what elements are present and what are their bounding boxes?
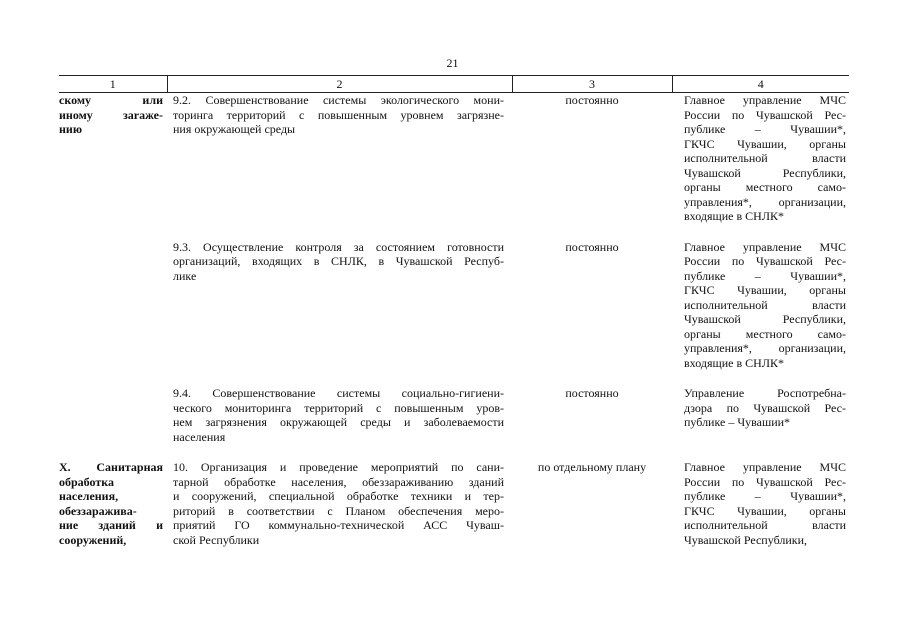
term-cell: постоянно [565, 386, 619, 400]
measure-line: приятий ГО коммунально-технической АСС Чуваш- [173, 518, 504, 532]
responsible-cell [672, 93, 849, 224]
column-header-2: 2 [167, 76, 512, 93]
table-row [59, 93, 849, 224]
page-number: 21 [446, 56, 459, 70]
measure-line: 10. Организация и проведение мероприятий по сани- [173, 460, 504, 474]
responsible-cell [672, 240, 849, 371]
responsible-line: Управление Роспотребна- [684, 386, 846, 400]
spacer-cell [512, 224, 672, 240]
responsible-line: публике – Чувашии* [684, 415, 791, 429]
responsible-line: Чувашской Республики, [684, 312, 846, 326]
measure-line: организаций, входящих в СНЛК, в Чувашской Респуб- [173, 254, 504, 268]
measure-line: 9.3. Осуществление контроля за состоянием готовности [173, 239, 504, 254]
responsible-line: Главное управление МЧС [684, 460, 846, 474]
responsible-line: исполнительной власти [684, 151, 846, 165]
spacer-cell [512, 444, 672, 460]
spacer-cell [59, 370, 167, 386]
measure-cell [167, 386, 512, 444]
spacer-cell [167, 224, 512, 240]
responsible-line: управления*, организации, [684, 341, 846, 355]
section-line: сооружений, [59, 532, 127, 547]
measure-line: 9.2. Совершенствование системы экологического мони- [173, 93, 504, 107]
responsible-line: входящие в СНЛК* [684, 355, 784, 370]
responsible-cell [672, 460, 849, 547]
section-line: скому или [59, 93, 163, 107]
section-cell [59, 386, 167, 444]
term-cell: по отдельному плану [537, 460, 647, 474]
responsible-line: входящие в СНЛК* [684, 209, 784, 223]
spacer-cell [672, 444, 849, 460]
section-cell [59, 460, 167, 547]
section-line: нию [59, 122, 82, 136]
section-cell [59, 93, 167, 224]
section-line: обработка [59, 474, 114, 489]
column-header-4: 4 [672, 76, 849, 93]
measure-line: риторий в соответствии с Планом обеспечения меро- [173, 503, 504, 518]
measure-line: нем загрязнения окружающей среды и заболеваемости [173, 415, 504, 429]
term-cell: постоянно [565, 93, 619, 107]
responsible-line: Главное управление МЧС [684, 239, 846, 254]
measure-line: ческого мониторинга территорий с повышенным уров- [173, 400, 504, 415]
measure-line: и сооружений, специальной обработке техники и тер- [173, 489, 504, 503]
section-line: ние зданий и [59, 518, 163, 532]
spacer-cell [59, 224, 167, 240]
responsible-line: России по Чувашской Рес- [684, 474, 846, 489]
row-spacer [59, 444, 849, 460]
table-row [59, 460, 849, 547]
responsible-line: Чувашской Республики, [684, 532, 808, 547]
section-line: населения, [59, 489, 119, 503]
column-header-3: 3 [512, 76, 672, 93]
spacer-cell [512, 370, 672, 386]
responsible-line: Главное управление МЧС [684, 93, 846, 107]
measure-line: населения [173, 429, 226, 444]
responsible-line: исполнительной власти [684, 297, 846, 312]
measure-cell [167, 460, 512, 547]
responsible-line: публике – Чувашии*, [684, 122, 846, 136]
measure-line: лике [173, 268, 197, 283]
table-body [59, 93, 849, 548]
responsible-line: управления*, организации, [684, 194, 846, 209]
table-row [59, 240, 849, 371]
term-cell: постоянно [565, 239, 619, 254]
measures-table [59, 75, 849, 547]
row-spacer [59, 370, 849, 386]
measure-line: ской Республики [173, 532, 260, 547]
responsible-cell [672, 386, 849, 444]
responsible-line: ГКЧС Чувашии, органы [684, 503, 846, 518]
measure-line: ния окружающей среды [173, 122, 296, 136]
section-cell [59, 240, 167, 371]
section-line: иному заraже- [59, 107, 163, 122]
section-line: X. Санитарная [59, 460, 163, 474]
measure-line: тарной обработке населения, обеззараживанию зданий [173, 474, 504, 489]
section-line: обеззаражива- [59, 503, 137, 518]
row-spacer [59, 224, 849, 240]
spacer-cell [167, 370, 512, 386]
spacer-cell [167, 444, 512, 460]
responsible-line: ГКЧС Чувашии, органы [684, 283, 846, 297]
column-number-row [59, 76, 849, 93]
column-header-1: 1 [59, 76, 167, 93]
responsible-line: Чувашской Республики, [684, 165, 846, 180]
responsible-line: публике – Чувашии*, [684, 268, 846, 283]
responsible-line: России по Чувашской Рес- [684, 254, 846, 268]
responsible-line: России по Чувашской Рес- [684, 107, 846, 122]
responsible-line: органы местного само- [684, 180, 846, 194]
spacer-cell [59, 444, 167, 460]
spacer-cell [672, 370, 849, 386]
measure-line: 9.4. Совершенствование системы социально-гигиени- [173, 386, 504, 400]
measure-cell [167, 240, 512, 371]
measure-line: торинга территорий с повышенным уровнем загрязне- [173, 107, 504, 122]
responsible-line: органы местного само- [684, 326, 846, 341]
table-row [59, 386, 849, 444]
spacer-cell [672, 224, 849, 240]
measure-cell [167, 93, 512, 224]
responsible-line: дзора по Чувашской Рес- [684, 400, 846, 415]
responsible-line: ГКЧС Чувашии, органы [684, 136, 846, 151]
responsible-line: исполнительной власти [684, 518, 846, 532]
responsible-line: публике – Чувашии*, [684, 489, 846, 503]
